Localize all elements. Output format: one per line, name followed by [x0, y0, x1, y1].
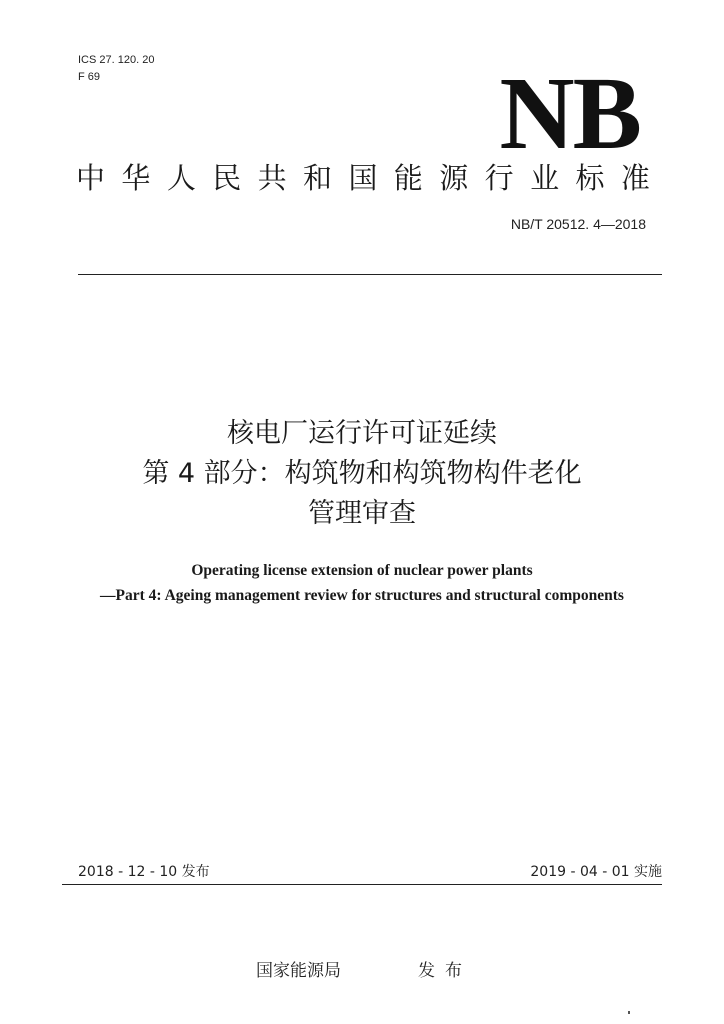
standard-name-char: 行 — [484, 161, 514, 195]
ccs-code: F 69 — [78, 71, 101, 83]
standard-name-char: 业 — [530, 161, 560, 195]
scan-speck — [628, 1011, 630, 1014]
standard-name-char: 人 — [166, 161, 196, 195]
standard-name-char: 中 — [76, 161, 106, 195]
bottom-divider — [62, 884, 662, 885]
chinese-title-line: 第 4 部分：构筑物和构筑物构件老化 — [142, 458, 582, 489]
chinese-title-line: 管理审查 — [308, 498, 416, 529]
english-title-line: Operating license extension of nuclear power plants — [191, 562, 533, 579]
classification-codes — [78, 52, 154, 86]
standard-name-char: 共 — [257, 161, 287, 195]
standard-category-name — [76, 160, 650, 196]
top-divider — [78, 274, 662, 275]
chinese-title — [0, 414, 724, 534]
nb-logo: NB — [499, 56, 640, 171]
english-title — [0, 558, 724, 608]
standard-name-char: 民 — [212, 161, 242, 195]
publish-date: 2018 - 12 - 10 发布 — [78, 864, 210, 880]
standard-name-char: 和 — [303, 161, 333, 195]
issuing-authority: 国家能源局 — [256, 961, 341, 981]
issue-label: 发布 — [418, 961, 472, 981]
standard-name-char: 国 — [348, 161, 378, 195]
english-title-line: —Part 4: Ageing management review for structures and structural components — [100, 587, 624, 604]
implement-date: 2019 - 04 - 01 实施 — [530, 864, 662, 880]
standard-name-char: 源 — [439, 161, 469, 195]
standard-number: NB/T 20512. 4—2018 — [510, 216, 646, 232]
standard-name-char: 能 — [393, 161, 423, 195]
standard-name-char: 华 — [121, 161, 151, 195]
standard-name-char: 标 — [575, 161, 605, 195]
chinese-title-line: 核电厂运行许可证延续 — [227, 418, 497, 449]
standard-name-char: 准 — [620, 161, 650, 195]
ics-code: ICS 27. 120. 20 — [78, 54, 155, 66]
